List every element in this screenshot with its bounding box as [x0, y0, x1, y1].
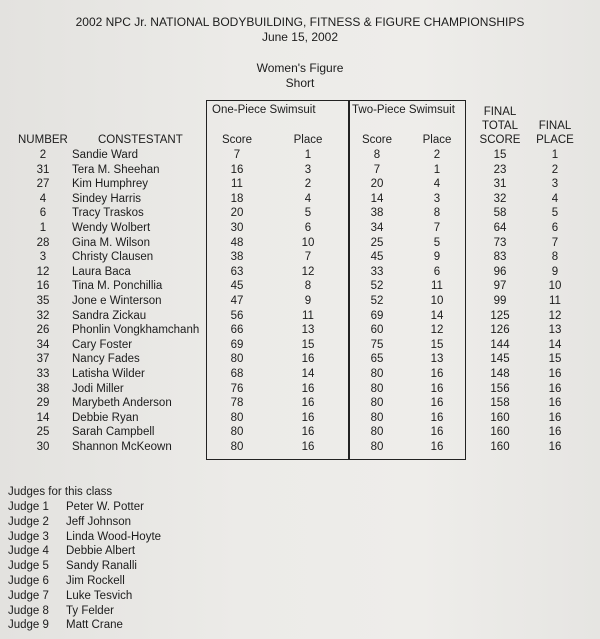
event-date: June 15, 2002: [261, 30, 339, 44]
table-row: [0, 193, 600, 208]
number-heading: NUMBER: [18, 134, 68, 146]
cell-final: 15: [548, 353, 562, 366]
cell-final: 11: [549, 295, 561, 307]
judge-name: Ty Felder: [66, 604, 114, 617]
cell-s1: 80: [230, 353, 244, 366]
table-row: [0, 280, 600, 295]
cell-p2: 16: [430, 441, 444, 453]
cell-p2: 14: [430, 309, 444, 322]
cell-name: Phonlin Vongkhamchanh: [72, 324, 200, 337]
cell-name: Laura Baca: [72, 265, 131, 278]
cell-s1: 30: [230, 222, 244, 234]
cell-number: 29: [36, 397, 50, 410]
cell-final: 3: [551, 178, 559, 191]
cell-p1: 12: [301, 265, 315, 278]
cell-p1: 16: [301, 411, 315, 424]
cell-s1: 56: [230, 309, 244, 322]
cell-p1: 16: [301, 382, 315, 395]
cell-name: Sandie Ward: [72, 149, 139, 161]
cell-p1: 16: [301, 353, 315, 366]
cell-name: Jodi Miller: [72, 382, 124, 395]
cell-final: 10: [548, 280, 562, 293]
cell-s1: 66: [230, 324, 244, 337]
cell-p2: 3: [433, 192, 441, 205]
cell-s1: 47: [230, 295, 244, 307]
cell-name: Latisha Wilder: [72, 368, 145, 380]
contestant-heading: CONSTESTANT: [98, 134, 183, 146]
judge-name: Luke Tesvich: [66, 589, 133, 602]
judge-label: Judge 1: [8, 501, 49, 513]
cell-total: 148: [490, 368, 510, 380]
cell-s1: 38: [230, 251, 244, 264]
cell-s2: 69: [370, 309, 384, 322]
cell-s1: 69: [230, 338, 244, 351]
one-piece-heading: One-Piece Swimsuit: [212, 104, 316, 116]
division-name: Women's Figure: [256, 61, 344, 75]
cell-name: Sindey Harris: [72, 192, 142, 205]
cell-number: 35: [36, 295, 50, 307]
cell-p2: 12: [430, 324, 444, 337]
cell-final: 6: [551, 222, 559, 234]
cell-final: 8: [551, 251, 559, 264]
cell-p2: 6: [433, 265, 441, 278]
cell-p2: 16: [430, 368, 444, 380]
cell-final: 1: [551, 149, 559, 161]
cell-p2: 7: [433, 222, 441, 234]
cell-total: 23: [493, 163, 507, 176]
cell-p1: 2: [304, 178, 312, 191]
cell-p2: 8: [433, 207, 441, 220]
cell-final: 7: [551, 236, 559, 249]
judge-name: Jeff Johnson: [66, 515, 132, 528]
cell-s2: 33: [370, 265, 384, 278]
two-piece-heading: Two-Piece Swimsuit: [352, 104, 455, 116]
cell-p2: 16: [430, 382, 444, 395]
cell-p2: 11: [431, 280, 443, 293]
cell-number: 6: [39, 207, 47, 220]
cell-number: 31: [36, 163, 50, 176]
table-row: [0, 207, 600, 222]
table-row: [0, 397, 600, 412]
cell-s2: 52: [370, 295, 384, 307]
cell-final: 13: [548, 324, 562, 337]
table-row: [0, 149, 600, 164]
cell-p1: 10: [301, 236, 315, 249]
event-title: 2002 NPC Jr. NATIONAL BODYBUILDING, FITNESS & FIGURE CHAMPIONSHIPS: [75, 15, 525, 29]
cell-name: Tera M. Sheehan: [72, 163, 160, 176]
table-row: [0, 222, 600, 237]
cell-s2: 25: [370, 236, 384, 249]
cell-s1: 45: [230, 280, 244, 293]
cell-number: 32: [36, 309, 50, 322]
round2-place-heading: Place: [422, 134, 452, 146]
cell-number: 27: [36, 178, 50, 191]
cell-final: 2: [551, 163, 559, 176]
cell-name: Wendy Wolbert: [72, 222, 151, 234]
cell-p2: 13: [430, 353, 444, 366]
cell-total: 97: [493, 280, 507, 293]
cell-number: 2: [39, 149, 47, 161]
cell-p1: 9: [304, 295, 312, 307]
cell-p1: 16: [301, 397, 315, 410]
cell-s1: 78: [230, 397, 244, 410]
cell-number: 38: [36, 382, 50, 395]
cell-p1: 16: [301, 441, 315, 453]
cell-name: Shannon McKeown: [72, 441, 172, 453]
cell-p1: 6: [304, 222, 312, 234]
cell-s2: 80: [370, 368, 384, 380]
cell-s1: 20: [230, 207, 244, 220]
cell-final: 16: [548, 382, 562, 395]
cell-p1: 13: [301, 324, 315, 337]
table-row: [0, 251, 600, 266]
cell-total: 64: [493, 222, 507, 234]
cell-final: 12: [548, 309, 562, 322]
cell-s1: 16: [230, 163, 244, 176]
cell-total: 145: [490, 353, 510, 366]
cell-s2: 65: [370, 353, 384, 366]
cell-s1: 11: [231, 178, 243, 191]
judge-name: Jim Rockell: [66, 575, 125, 587]
cell-p1: 11: [302, 309, 314, 322]
table-row: [0, 383, 600, 398]
cell-number: 34: [36, 338, 50, 351]
judge-label: Judge 6: [8, 575, 49, 587]
cell-final: 9: [551, 265, 559, 278]
cell-number: 30: [36, 441, 50, 453]
cell-number: 37: [36, 353, 50, 366]
cell-s1: 63: [230, 265, 244, 278]
cell-total: 32: [493, 192, 507, 205]
table-row: [0, 295, 600, 310]
cell-total: 31: [493, 178, 507, 191]
judges-heading: Judges for this class: [8, 486, 113, 498]
cell-name: Tracy Traskos: [72, 207, 144, 220]
round2-score-heading: Score: [361, 134, 393, 146]
cell-p2: 5: [433, 236, 441, 249]
table-row: [0, 266, 600, 281]
table-row: [0, 339, 600, 354]
cell-name: Jone e Winterson: [72, 295, 162, 307]
cell-p1: 5: [304, 207, 312, 220]
cell-s2: 45: [370, 251, 384, 264]
cell-p1: 1: [304, 149, 312, 161]
table-row: [0, 178, 600, 193]
judge-label: Judge 3: [8, 530, 49, 543]
cell-name: Cary Foster: [72, 338, 133, 351]
cell-final: 5: [551, 207, 559, 220]
cell-p2: 4: [433, 178, 441, 191]
table-row: [0, 441, 600, 456]
cell-p2: 2: [433, 149, 441, 161]
cell-p1: 15: [301, 338, 315, 351]
cell-total: 73: [493, 236, 507, 249]
cell-total: 96: [493, 265, 507, 278]
cell-number: 3: [39, 251, 47, 264]
cell-name: Nancy Fades: [72, 353, 140, 366]
cell-s2: 80: [370, 441, 384, 453]
cell-s1: 76: [230, 382, 244, 395]
cell-total: 126: [490, 324, 510, 337]
cell-number: 25: [36, 426, 50, 439]
cell-total: 83: [493, 251, 507, 264]
cell-s2: 14: [370, 192, 384, 205]
cell-number: 33: [36, 368, 50, 380]
judge-label: Judge 5: [8, 560, 49, 573]
judge-name: Debbie Albert: [66, 545, 136, 558]
cell-p2: 15: [430, 338, 444, 351]
cell-final: 16: [548, 368, 562, 380]
table-row: [0, 324, 600, 339]
round1-score-heading: Score: [221, 134, 253, 146]
cell-number: 12: [36, 265, 50, 278]
cell-p1: 14: [301, 368, 315, 380]
cell-s1: 18: [230, 192, 244, 205]
cell-s2: 52: [370, 280, 384, 293]
cell-s1: 68: [230, 368, 244, 380]
final-total-heading-line1: FINAL: [483, 106, 517, 118]
cell-p2: 16: [430, 397, 444, 410]
cell-total: 160: [490, 426, 510, 439]
table-row: [0, 353, 600, 368]
cell-s2: 60: [370, 324, 384, 337]
table-row: [0, 426, 600, 441]
final-total-heading-line3: SCORE: [479, 134, 521, 146]
cell-s1: 7: [233, 149, 241, 161]
cell-p2: 9: [433, 251, 441, 264]
judge-name: Linda Wood-Hoyte: [66, 530, 162, 543]
judge-label: Judge 7: [8, 589, 49, 602]
final-total-heading-line2: TOTAL: [482, 120, 518, 132]
round1-place-heading: Place: [293, 134, 323, 146]
judge-label: Judge 9: [8, 619, 49, 632]
cell-p1: 7: [304, 251, 312, 264]
cell-s2: 7: [373, 163, 381, 176]
judge-label: Judge 2: [8, 515, 49, 528]
cell-name: Kim Humphrey: [72, 178, 149, 191]
cell-p1: 16: [301, 426, 315, 439]
cell-name: Tina M. Ponchillia: [72, 280, 163, 293]
class-name: Short: [285, 76, 315, 90]
cell-p1: 3: [304, 163, 312, 176]
cell-s2: 75: [370, 338, 384, 351]
cell-final: 16: [548, 426, 562, 439]
cell-number: 28: [36, 236, 50, 249]
cell-p2: 1: [433, 163, 441, 176]
judge-name: Peter W. Potter: [66, 501, 144, 513]
cell-number: 4: [39, 192, 47, 205]
cell-s2: 8: [373, 149, 381, 161]
judge-name: Matt Crane: [66, 619, 123, 632]
cell-name: Debbie Ryan: [72, 411, 139, 424]
cell-total: 125: [490, 309, 510, 322]
cell-s1: 48: [230, 236, 244, 249]
cell-s2: 80: [370, 382, 384, 395]
cell-p2: 10: [430, 295, 444, 307]
cell-total: 58: [493, 207, 507, 220]
cell-p2: 16: [430, 426, 444, 439]
cell-number: 14: [36, 411, 50, 424]
cell-s1: 80: [230, 441, 244, 453]
cell-total: 160: [490, 441, 510, 453]
cell-s2: 80: [370, 426, 384, 439]
cell-s1: 80: [230, 426, 244, 439]
cell-total: 99: [493, 295, 507, 307]
cell-final: 4: [551, 192, 559, 205]
cell-name: Sarah Campbell: [72, 426, 155, 439]
cell-s2: 20: [370, 178, 384, 191]
table-row: [0, 368, 600, 383]
cell-total: 144: [490, 338, 510, 351]
cell-p2: 16: [430, 411, 444, 424]
cell-s2: 38: [370, 207, 384, 220]
cell-name: Gina M. Wilson: [72, 236, 150, 249]
cell-name: Sandra Zickau: [72, 309, 147, 322]
cell-final: 14: [548, 338, 562, 351]
judge-name: Sandy Ranalli: [66, 560, 137, 573]
cell-s2: 80: [370, 397, 384, 410]
cell-total: 156: [490, 382, 510, 395]
table-row: [0, 237, 600, 252]
judge-label: Judge 4: [8, 545, 49, 558]
cell-total: 15: [493, 149, 507, 161]
final-place-heading-line2: PLACE: [536, 134, 574, 146]
cell-number: 16: [36, 280, 50, 293]
cell-name: Christy Clausen: [72, 251, 154, 264]
table-row: [0, 310, 600, 325]
cell-s2: 34: [370, 222, 384, 234]
cell-s1: 80: [230, 411, 244, 424]
cell-total: 158: [490, 397, 510, 410]
table-row: [0, 164, 600, 179]
cell-final: 16: [548, 397, 562, 410]
final-place-heading-line1: FINAL: [538, 120, 572, 132]
cell-total: 160: [490, 411, 510, 424]
cell-number: 1: [39, 222, 47, 234]
cell-final: 16: [548, 411, 562, 424]
cell-number: 26: [36, 324, 50, 337]
cell-s2: 80: [370, 411, 384, 424]
judge-label: Judge 8: [8, 604, 49, 617]
table-row: [0, 412, 600, 427]
cell-name: Marybeth Anderson: [72, 397, 172, 410]
cell-final: 16: [548, 441, 562, 453]
cell-p1: 4: [304, 192, 312, 205]
cell-p1: 8: [304, 280, 312, 293]
